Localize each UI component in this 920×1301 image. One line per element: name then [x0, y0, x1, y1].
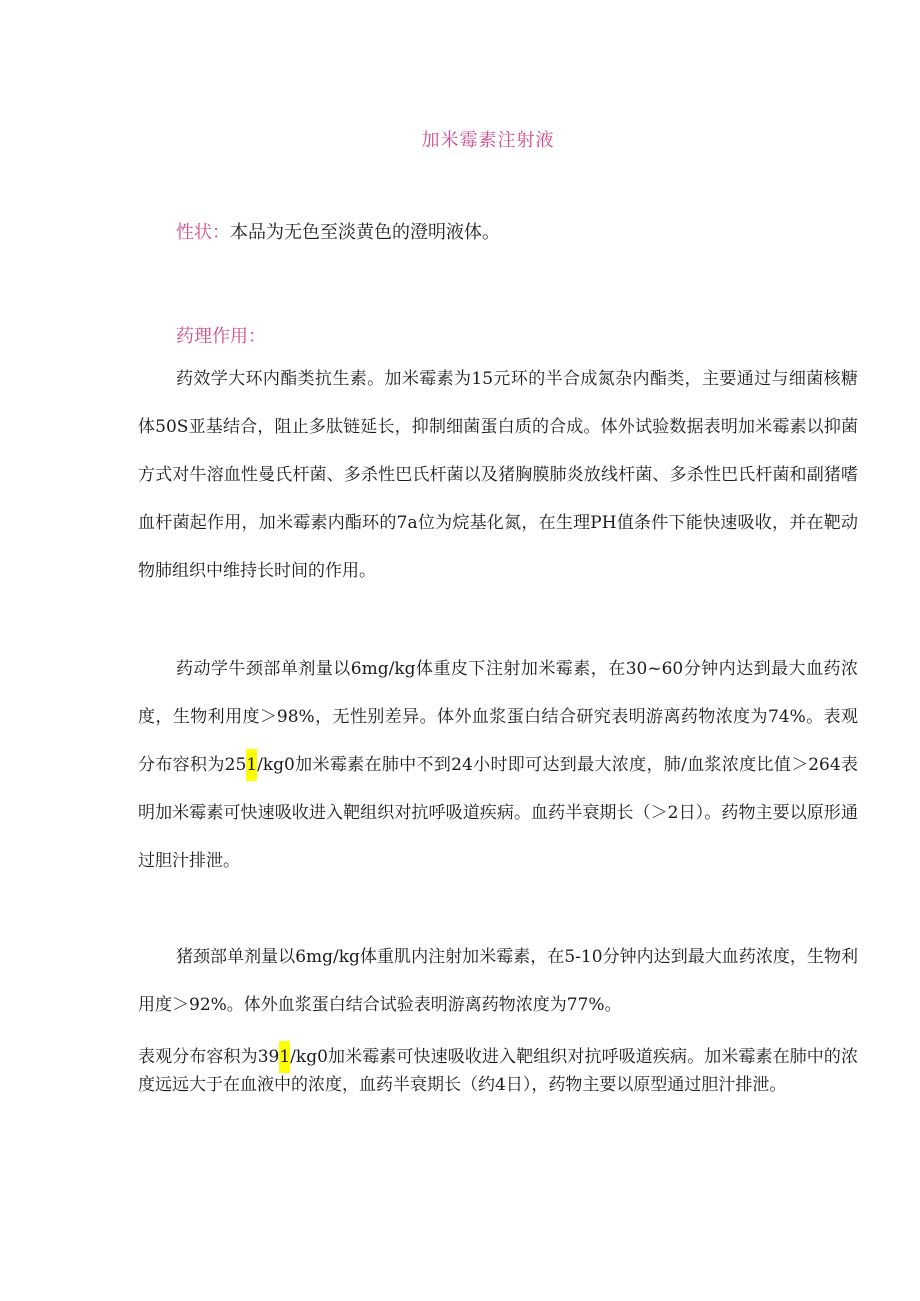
appearance-text: 本品为无色至淡黄色的澄明液体。 — [230, 222, 500, 243]
para2-highlight: 1 — [246, 749, 257, 781]
para2-after: /kg0加米霉素在肺中不到24小时即可达到最大浓度，肺/血浆浓度比值＞264表明加米霉素可快速吸收进入靶组织对抗呼吸道疾病。血药半衰期长（＞2日）。药物主要以原形通过胆汁排泄。 — [138, 755, 858, 871]
pharmacokinetics-pig-paragraph: 猪颈部单剂量以6mg/kg体重肌内注射加米霉素，在5-10分钟内达到最大血药浓度，生物利用度＞92%。体外血浆蛋白结合试验表明游离药物浓度为77%。 — [138, 947, 858, 1015]
para4-highlight: 1 — [279, 1041, 290, 1073]
pharmacokinetics-cattle-paragraph — [138, 645, 858, 885]
para4-after: /kg0加米霉素可快速吸收进入靶组织对抗呼吸道疾病。加米霉素在肺中的浓度远远大于在血液中的浓度，血药半衰期长（约4日），药物主要以原型通过胆汁排泄。 — [138, 1047, 858, 1095]
para4-before: 表观分布容积为39 — [138, 1047, 280, 1067]
document-title: 加米霉素注射液 — [421, 130, 555, 151]
pharmacokinetics-pig-distribution — [138, 1043, 858, 1099]
pharmacology-heading: 药理作用： — [176, 326, 266, 347]
appearance-line — [176, 218, 500, 244]
para2-before: 药动学牛颈部单剂量以6mg/kg体重皮下注射加米霉素，在30~60分钟内达到最大血药浓度，生物利用度＞98%，无性别差异。体外血浆蛋白结合研究表明游离药物浓度为74%。表观分布容积为25 — [138, 659, 858, 775]
pharmacodynamics-paragraph: 药效学大环内酯类抗生素。加米霉素为15元环的半合成氮杂内酯类，主要通过与细菌核糖体50S亚基结合，阻止多肽链延长，抑制细菌蛋白质的合成。体外试验数据表明加米霉素以抑菌方式对牛溶血性曼氏杆菌、多杀性巴氏杆菌以及猪胸膜肺炎放线杆菌、多杀性巴氏杆菌和副猪嗜血杆菌起作用，加米霉素内酯环的7a位为烷基化氮，在生理PH值条件下能快速吸收，并在靶动物肺组织中维持长时间的作用。 — [138, 369, 858, 581]
appearance-label: 性状： — [176, 222, 230, 243]
